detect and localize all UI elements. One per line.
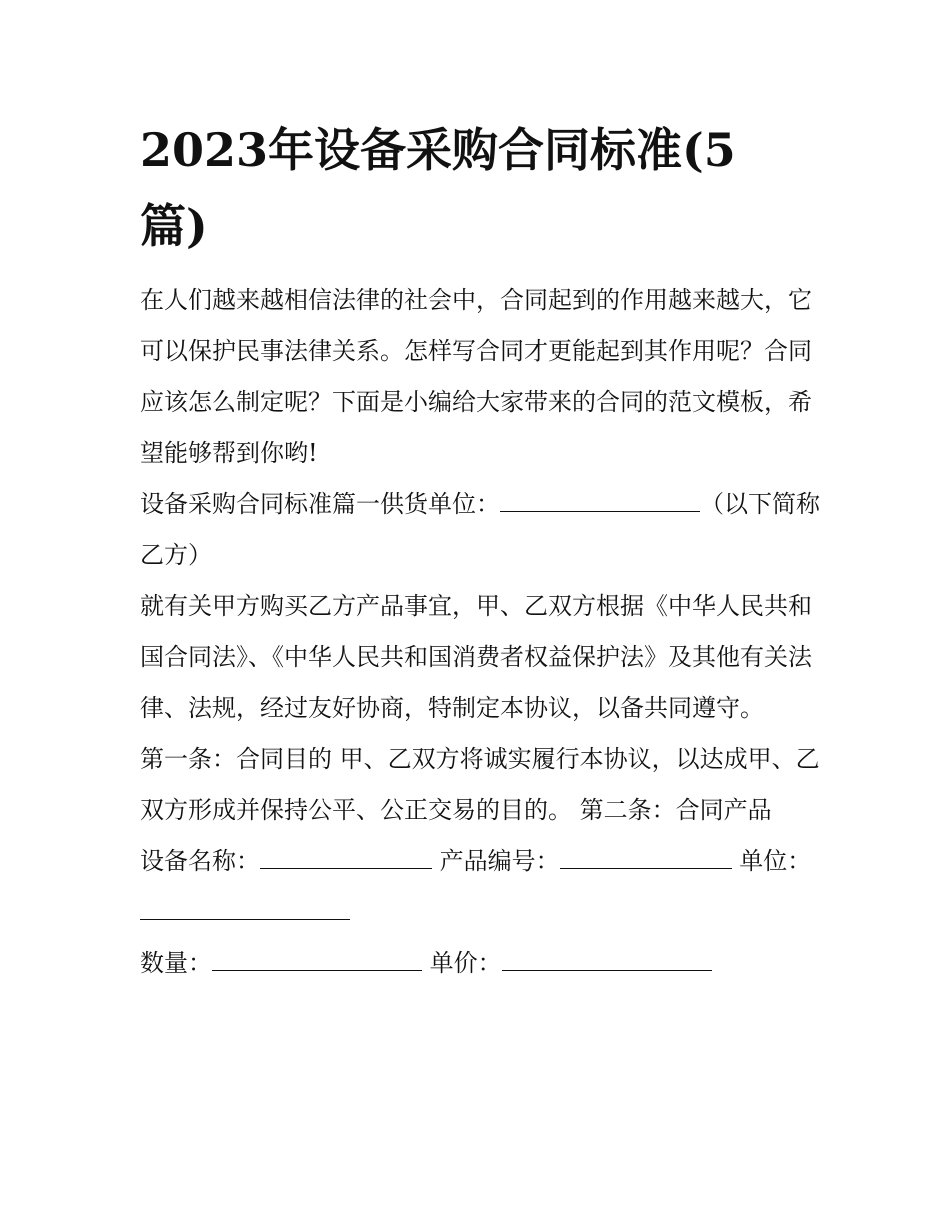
unit-label: 单位： — [731, 847, 812, 875]
supplier-blank — [500, 489, 700, 512]
equipment-name-blank — [260, 846, 432, 869]
equipment-line — [140, 836, 820, 938]
supplier-paragraph — [140, 479, 820, 581]
product-code-label: 产品编号： — [432, 847, 560, 875]
document-title: 2023年设备采购合同标准(5篇) — [140, 123, 736, 253]
supplier-label: 设备采购合同标准篇一供货单位： — [140, 490, 500, 518]
quantity-line — [140, 938, 820, 989]
unit-price-label: 单价： — [422, 949, 502, 977]
quantity-label: 数量： — [140, 949, 212, 977]
unit-price-blank — [502, 948, 712, 971]
product-code-blank — [560, 846, 732, 869]
article-one-paragraph: 第一条：合同目的 甲、乙双方将诚实履行本协议，以达成甲、乙双方形成并保持公平、公正交易的目的。 第二条：合同产品 — [140, 745, 820, 824]
quantity-blank — [212, 948, 422, 971]
document-body — [140, 275, 820, 989]
intro-paragraph: 在人们越来越相信法律的社会中，合同起到的作用越来越大，它可以保护民事法律关系。怎样写合同才更能起到其作用呢？合同应该怎么制定呢？下面是小编给大家带来的合同的范文模板，希望能够帮到你哟! — [140, 286, 812, 467]
equipment-name-label: 设备名称： — [140, 847, 260, 875]
purpose-paragraph: 就有关甲方购买乙方产品事宜，甲、乙双方根据《中华人民共和国合同法》、《中华人民共和国消费者权益保护法》及其他有关法律、法规，经过友好协商，特制定本协议，以备共同遵守。 — [140, 592, 812, 722]
unit-blank — [140, 897, 350, 920]
supplier-suffix: （以下简称乙方） — [140, 490, 820, 569]
